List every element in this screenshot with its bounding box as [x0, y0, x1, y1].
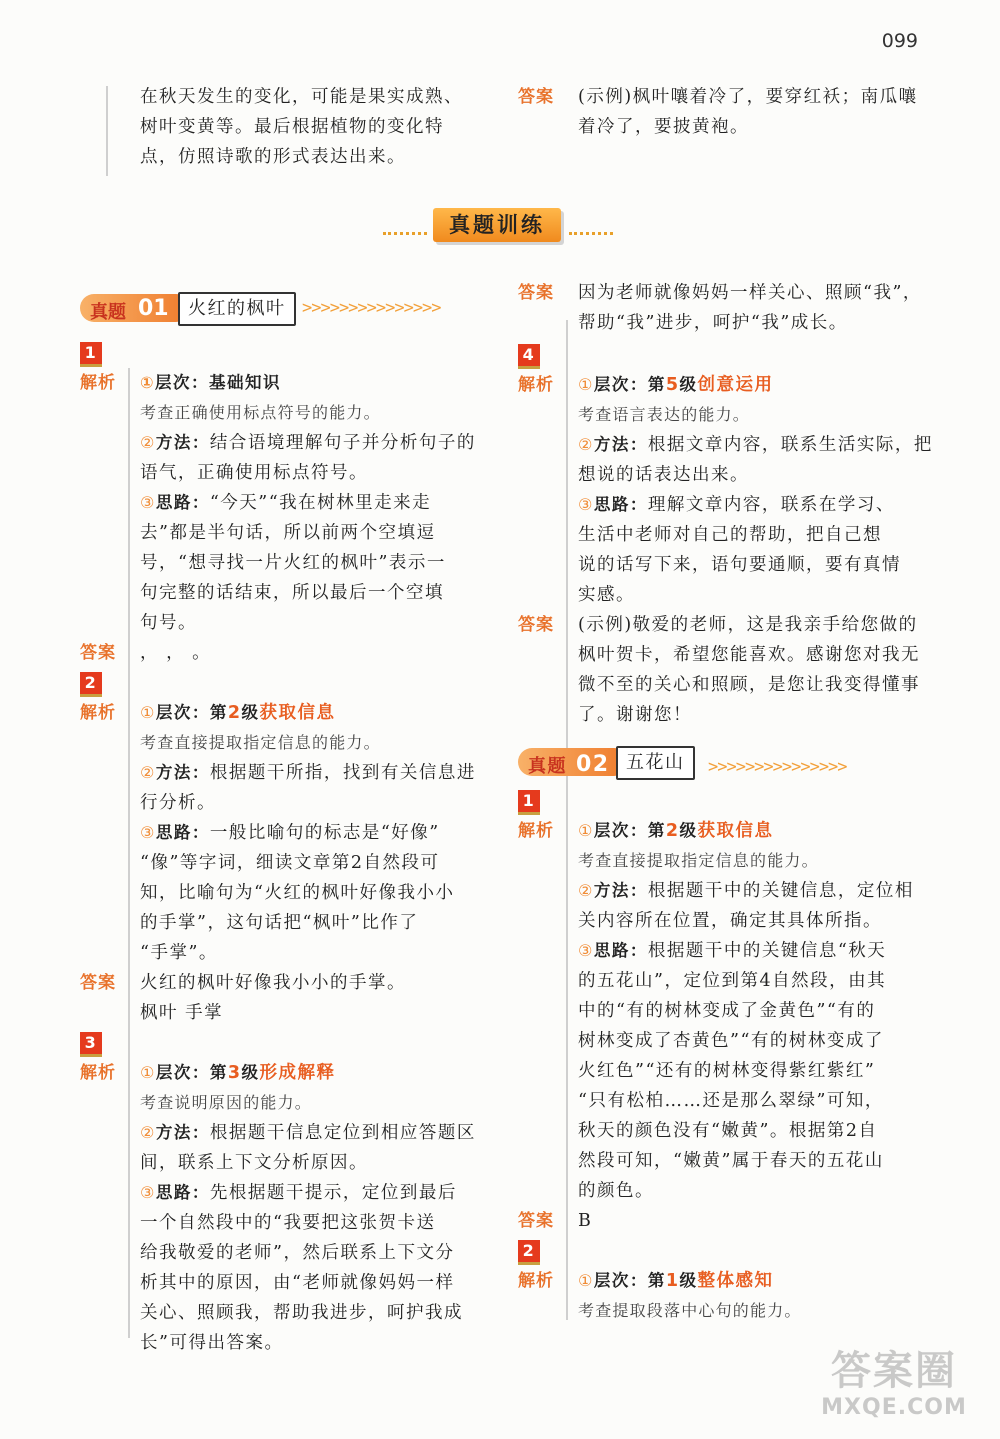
question-number: 2	[518, 1240, 540, 1265]
banner-dots-right	[569, 232, 613, 235]
watermark-logo	[810, 1347, 978, 1425]
level-line: ①层次：第5级创意运用	[578, 375, 774, 395]
answer-label: 答案	[518, 283, 554, 303]
answer-line: 了。谢谢您！	[578, 705, 692, 725]
idea-line: 火红色”“还有的树林变得紫红紫红”	[578, 1061, 876, 1081]
idea-line: 析其中的原因，由“老师就像妈妈一样	[140, 1273, 455, 1293]
section-header-01	[80, 290, 490, 326]
section-label: 真题	[528, 756, 567, 777]
answer-block	[80, 968, 490, 1028]
text-line: 点，仿照诗歌的形式表达出来。	[140, 147, 406, 167]
method-line: ②方法：结合语境理解句子并分析句子的	[140, 433, 476, 453]
idea-line: 句完整的话结束，所以最后一个空填	[140, 583, 444, 603]
idea-line: 长”可得出答案。	[140, 1333, 284, 1353]
text-line: (示例)枫叶嚷着冷了，要穿红袄；南瓜嚷	[578, 87, 918, 107]
idea-line: 给我敬爱的老师”，然后联系上下文分	[140, 1243, 455, 1263]
analysis-label: 解析	[518, 1271, 554, 1291]
page-number: 099	[881, 30, 918, 52]
answer-line: ， ， 。	[140, 643, 212, 663]
idea-line: 号，“想寻找一片火红的枫叶”表示一	[140, 553, 446, 573]
analysis-label: 解析	[80, 1063, 116, 1083]
answer-line: 帮助“我”进步，呵护“我”成长。	[578, 313, 848, 333]
answer-line: B	[578, 1211, 593, 1231]
text-line: 在秋天发生的变化，可能是果实成熟、	[140, 87, 463, 107]
idea-line: 一个自然段中的“我要把这张贺卡送	[140, 1213, 436, 1233]
analysis-label: 解析	[518, 375, 554, 395]
idea-line: 知，比喻句为“火红的枫叶好像我小小	[140, 883, 455, 903]
level-desc: 考查语言表达的能力。	[578, 405, 751, 424]
level-line: ①层次：第1级整体感知	[578, 1271, 774, 1291]
idea-line: 的五花山”，定位到第4自然段，由其	[578, 971, 887, 991]
level-desc: 考查说明原因的能力。	[140, 1093, 313, 1112]
question-number: 1	[518, 790, 540, 815]
top-left-continuation	[80, 82, 490, 172]
answer-label: 答案	[518, 87, 554, 107]
idea-line: ③思路：先根据题干提示，定位到最后	[140, 1183, 457, 1203]
answer-label: 答案	[80, 643, 116, 663]
analysis-label: 解析	[80, 703, 116, 723]
idea-line: ③思路：“今天”“我在树林里走来走	[140, 493, 432, 513]
idea-line: “手掌”。	[140, 943, 218, 963]
section-title: 火红的枫叶	[178, 292, 296, 326]
idea-line: “像”等字词，细读文章第2自然段可	[140, 853, 440, 873]
idea-line: 句号。	[140, 613, 197, 633]
analysis-label: 解析	[80, 373, 116, 393]
idea-line: 生活中老师对自己的帮助，把自己想	[578, 525, 882, 545]
idea-line: 树林变成了杏黄色”“有的树林变成了	[578, 1031, 884, 1051]
level-line: ①层次：第2级获取信息	[578, 821, 774, 841]
arrows-icon: >>>>>>>>>>>>>>>	[302, 298, 441, 318]
idea-line: ③思路：理解文章内容，联系在学习、	[578, 495, 895, 515]
answer-line: (示例)敬爱的老师，这是我亲手给您做的	[578, 615, 918, 635]
question-number: 2	[80, 672, 102, 697]
answer-block	[518, 278, 928, 338]
analysis-block	[518, 1266, 928, 1326]
analysis-block	[518, 816, 928, 1206]
banner-title: 真题训练	[433, 208, 561, 242]
right-column-content	[518, 278, 933, 1326]
section-number: 01	[138, 296, 169, 321]
answer-label: 答案	[518, 615, 554, 635]
watermark-logo-text: 答案圈	[831, 1348, 957, 1394]
banner-dots-left	[383, 232, 427, 235]
idea-line: 说的话写下来，语句要通顺，要有真情	[578, 555, 901, 575]
method-line: ②方法：根据题干中的关键信息，定位相	[578, 881, 914, 901]
idea-line: 实感。	[578, 585, 635, 605]
method-line: ②方法：根据文章内容，联系生活实际，把	[578, 435, 933, 455]
level-desc: 考查正确使用标点符号的能力。	[140, 403, 381, 422]
section-title: 五花山	[616, 746, 695, 780]
answer-label: 答案	[80, 973, 116, 993]
analysis-block	[80, 1058, 490, 1358]
idea-line: 去”都是半句话，所以前两个空填逗	[140, 523, 436, 543]
method-line: 关内容所在位置，确定其具体所指。	[578, 911, 882, 931]
answer-label: 答案	[518, 1211, 554, 1231]
section-label: 真题	[90, 302, 126, 323]
level-desc: 考查直接提取指定信息的能力。	[578, 851, 819, 870]
idea-line: 关心、照顾我，帮助我进步，呵护我成	[140, 1303, 463, 1323]
answer-line: 枫叶贺卡，希望您能喜欢。感谢您对我无	[578, 645, 920, 665]
answer-line: 枫叶 手掌	[140, 1003, 224, 1023]
arrows-icon: >>>>>>>>>>>>>>>	[708, 757, 847, 777]
idea-line: 中的“有的树林变成了金黄色”“有的	[578, 1001, 876, 1021]
answer-block	[518, 610, 928, 730]
method-line: ②方法：根据题干所指，找到有关信息进	[140, 763, 476, 783]
idea-line: ③思路：根据题干中的关键信息“秋天	[578, 941, 887, 961]
level-desc: 考查直接提取指定信息的能力。	[140, 733, 381, 752]
left-column-content	[80, 338, 490, 1358]
question-number: 3	[80, 1032, 102, 1057]
answer-block	[80, 638, 490, 668]
question-number: 4	[518, 344, 540, 369]
method-line: 行分析。	[140, 793, 216, 813]
level-line: ①层次：基础知识	[140, 373, 282, 392]
text-line: 树叶变黄等。最后根据植物的变化特	[140, 117, 444, 137]
analysis-block	[80, 368, 490, 638]
idea-line: 秋天的颜色没有“嫩黄”。根据第2自	[578, 1121, 878, 1141]
answer-line: 因为老师就像妈妈一样关心、照顾“我”，	[578, 283, 922, 303]
method-line: 间，联系上下文分析原因。	[140, 1153, 368, 1173]
analysis-block	[80, 698, 490, 968]
text-line: 着冷了，要披黄袍。	[578, 117, 749, 137]
idea-line: 的颜色。	[578, 1181, 654, 1201]
idea-line: ③思路：一般比喻句的标志是“好像”	[140, 823, 440, 843]
idea-line: “只有松柏……还是那么翠绿”可知，	[578, 1091, 884, 1111]
idea-line: 的手掌”，这句话把“枫叶”比作了	[140, 913, 419, 933]
section-number: 02	[576, 752, 610, 777]
question-number: 1	[80, 342, 102, 367]
top-right-answer	[518, 82, 928, 142]
level-line: ①层次：第2级获取信息	[140, 703, 336, 723]
level-line: ①层次：第3级形成解释	[140, 1063, 336, 1083]
method-line: 想说的话表达出来。	[578, 465, 749, 485]
analysis-block	[518, 370, 933, 610]
idea-line: 然段可知，“嫩黄”属于春天的五花山	[578, 1151, 884, 1171]
answer-line: 火红的枫叶好像我小小的手掌。	[140, 973, 406, 993]
answer-line: 微不至的关心和照顾，是您让我变得懂事	[578, 675, 920, 695]
section-banner	[383, 208, 613, 248]
analysis-label: 解析	[518, 821, 554, 841]
answer-block	[518, 1206, 928, 1236]
watermark-url: MXQE.COM	[821, 1395, 967, 1420]
method-line: 语气，正确使用标点符号。	[140, 463, 368, 483]
level-desc: 考查提取段落中心句的能力。	[578, 1301, 802, 1320]
section-header-02	[518, 744, 928, 780]
method-line: ②方法：根据题干信息定位到相应答题区	[140, 1123, 476, 1143]
